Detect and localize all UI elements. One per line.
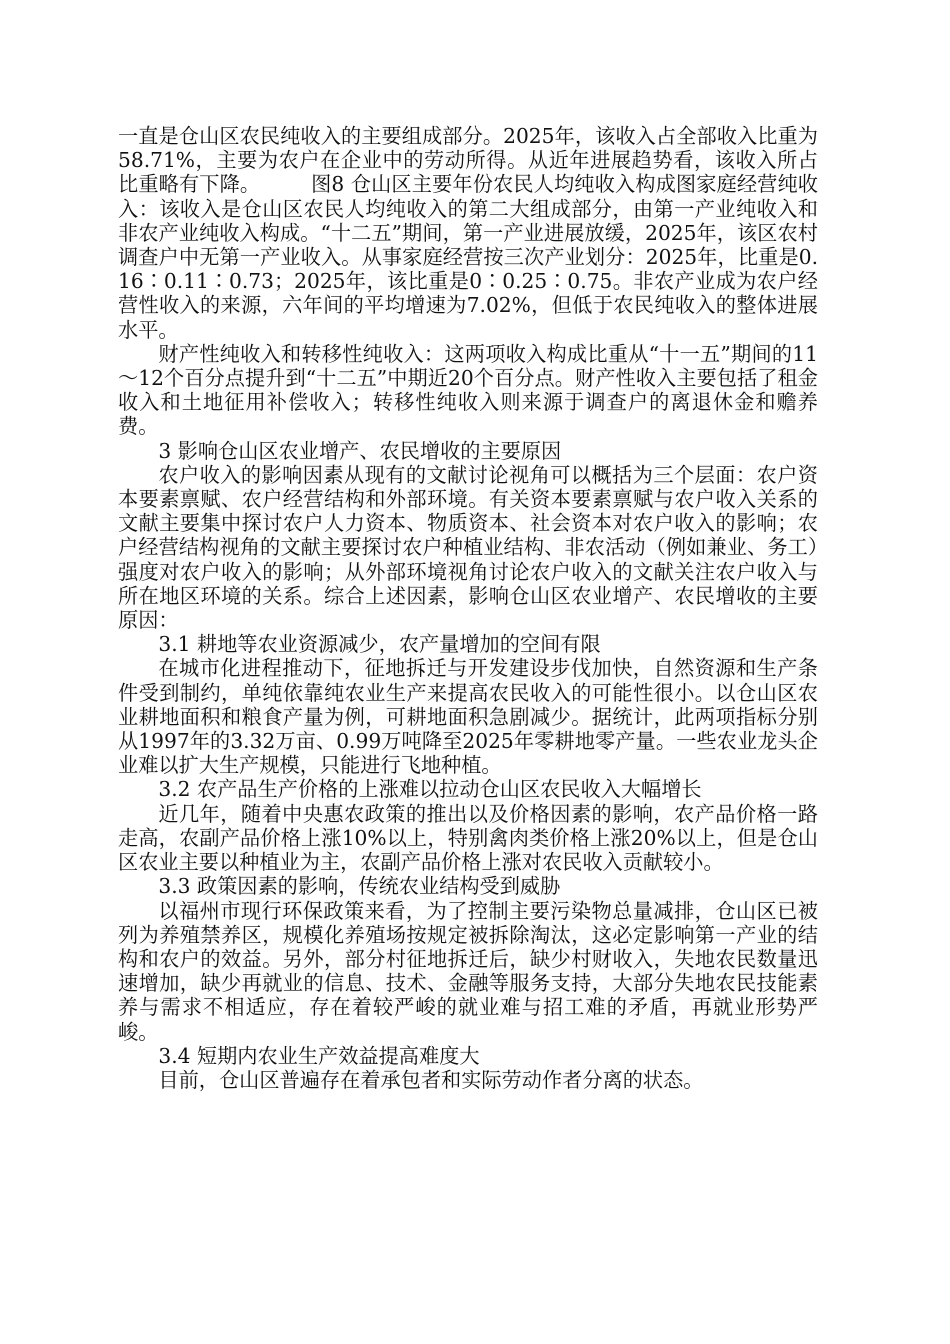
paragraph-price-rise: 近几年，随着中央惠农政策的推出以及价格因素的影响，农产品价格一路走高，农副产品价格上涨10%以上，特别禽肉类价格上涨20%以上，但是仓山区农业主要以种植业为主，农副产品价格上涨对农民收入贡献较小。 — [118, 801, 818, 875]
paragraph-income-composition: 一直是仓山区农民纯收入的主要组成部分。2025年，该收入占全部收入比重为58.71%，主要为农户在企业中的劳动所得。从近年进展趋势看，该收入所占比重略有下降。 图8 仓山区主要年份农民人均纯收入构成图家庭经营纯收入：该收入是仓山区农民人均纯收入的第二大组成部分，由第一产业纯收入和非农产业纯收入构成。“十二五”期间，第一产业进展放缓，2025年，该区农村调查户中无第一产业收入。从事家庭经营按三次产业划分：2025年，比重是0.16∶0.11∶0.73；2025年，该比重是0∶0.25∶0.75。非农产业成为农户经营性收入的来源，六年间的平均增速为7.02%，但低于农民纯收入的整体进展水平。 — [118, 124, 818, 342]
section-heading-3: 3 影响仓山区农业增产、农民增收的主要原因 — [158, 438, 562, 463]
section-heading-3-2: 3.2 农产品生产价格的上涨难以拉动仓山区农民收入大幅增长 — [158, 777, 702, 802]
paragraph-short-term-efficiency: 目前，仓山区普遍存在着承包者和实际劳动作者分离的状态。 — [158, 1067, 704, 1092]
paragraph-policy-factors: 以福州市现行环保政策来看，为了控制主要污染物总量减排，仓山区已被列为养殖禁养区，规模化养殖场按规定被拆除淘汰，这必定影响第一产业的结构和农户的效益。另外，部分村征地拆迁后，缺少村财收入，失地农民数量迅速增加，缺少再就业的信息、技术、金融等服务支持，大部分失地农民技能素养与需求不相适应，存在着较严峻的就业难与招工难的矛盾，再就业形势严峻。 — [118, 898, 818, 1044]
section-heading-3-3: 3.3 政策因素的影响，传统农业结构受到威胁 — [158, 874, 561, 899]
document-page — [118, 124, 818, 1092]
paragraph-income-factors: 农户收入的影响因素从现有的文献讨论视角可以概括为三个层面：农户资本要素禀赋、农户经营结构和外部环境。有关资本要素禀赋与农户收入关系的文献主要集中探讨农户人力资本、物质资本、社会资本对农户收入的影响；农户经营结构视角的文献主要探讨农户种植业结构、非农活动（例如兼业、务工）强度对农户收入的影响；从外部环境视角讨论农户收入的文献关注农户收入与所在地区环境的关系。综合上述因素，影响仓山区农业增产、农民增收的主要原因： — [118, 462, 818, 633]
section-heading-3-1: 3.1 耕地等农业资源减少，农产量增加的空间有限 — [158, 632, 601, 657]
paragraph-property-transfer-income: 财产性纯收入和转移性纯收入：这两项收入构成比重从“十一五”期间的11～12个百分点提升到“十二五”中期近20个百分点。财产性收入主要包括了租金收入和土地征用补偿收入；转移性纯收入则来源于调查户的离退休金和赡养费。 — [118, 341, 818, 439]
paragraph-farmland-reduction: 在城市化进程推动下，征地拆迁与开发建设步伐加快，自然资源和生产条件受到制约，单纯依靠纯农业生产来提高农民收入的可能性很小。以仓山区农业耕地面积和粮食产量为例，可耕地面积急剧减少。据统计，此两项指标分别从1997年的3.32万亩、0.99万吨降至2025年零耕地零产量。一些农业龙头企业难以扩大生产规模，只能进行飞地种植。 — [118, 656, 818, 778]
section-heading-3-4: 3.4 短期内农业生产效益提高难度大 — [158, 1043, 480, 1068]
